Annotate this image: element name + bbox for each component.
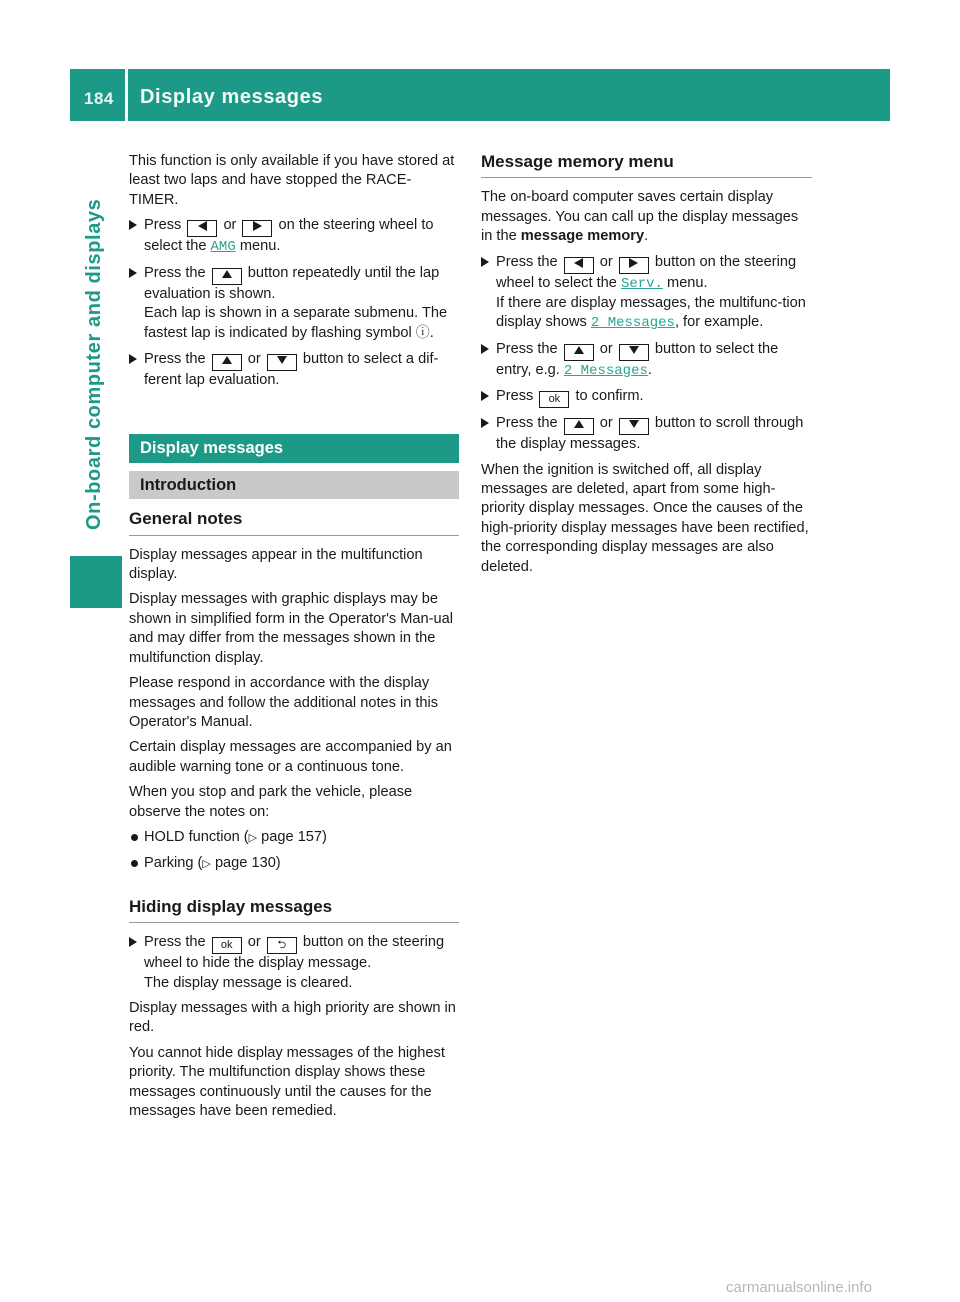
paragraph: Display messages appear in the multifunction display. bbox=[129, 546, 423, 583]
general-notes-heading: General notes bbox=[129, 509, 459, 535]
page-number: 184 bbox=[84, 89, 114, 108]
paragraph: Display messages with graphic displays may be shown in simplified form in the Operator's Man-ual and may differ from the messages shown in the multifunction display. bbox=[129, 591, 453, 666]
down-button-icon bbox=[619, 344, 649, 361]
message-memory-heading: Message memory menu bbox=[481, 152, 812, 178]
list-item: HOLD function (▷ page 157) bbox=[129, 828, 459, 848]
right-column bbox=[481, 152, 812, 583]
page-title: Display messages bbox=[140, 86, 324, 108]
instruction-step: Press the ok or ⮌ button on the steering wheel to hide the display message. The display message is cleared. bbox=[129, 933, 459, 993]
page-reference-link[interactable]: page 130) bbox=[214, 855, 281, 872]
page-reference-icon: ▷ bbox=[248, 831, 258, 844]
left-column bbox=[129, 152, 459, 1127]
chapter-label: On-board computer and displays bbox=[83, 198, 105, 530]
bold-term: message memory bbox=[520, 228, 645, 245]
instruction-step: Press the or button to scroll through the display messages. bbox=[481, 414, 812, 454]
left-button-icon bbox=[187, 220, 217, 237]
instruction-step: Press ok to confirm. bbox=[481, 387, 812, 408]
paragraph: Display messages with a high priority are shown in red. bbox=[129, 999, 456, 1036]
right-button-icon bbox=[242, 220, 272, 237]
paragraph: Certain display messages are accompanied by an audible warning tone or a continuous tone. bbox=[129, 739, 452, 775]
paragraph: Please respond in accordance with the display messages and follow the additional notes in this Operator's Manual. bbox=[129, 675, 439, 730]
section-marker bbox=[70, 556, 122, 608]
bullet-icon bbox=[131, 834, 138, 841]
subsection-banner: Introduction bbox=[129, 471, 459, 499]
instruction-step: Press or on the steering wheel to select the AMG menu. bbox=[129, 216, 459, 257]
step-arrow-icon bbox=[129, 937, 137, 947]
step-arrow-icon bbox=[129, 268, 137, 278]
intro-text: This function is only available if you have stored at least two laps and have stopped the RACE-TIMER. bbox=[129, 153, 455, 208]
step-arrow-icon bbox=[481, 257, 489, 267]
ok-button-icon: ok bbox=[539, 391, 569, 408]
bullet-icon bbox=[131, 860, 138, 867]
back-button-icon: ⮌ bbox=[267, 937, 297, 954]
step-arrow-icon bbox=[481, 391, 489, 401]
down-button-icon bbox=[267, 354, 297, 371]
step-arrow-icon bbox=[481, 344, 489, 354]
down-button-icon bbox=[619, 418, 649, 435]
instruction-step: Press the button repeatedly until the lap evaluation is shown. Each lap is shown in a separate submenu. The fastest lap is indicated by flashing symbol ⓘ. bbox=[129, 264, 459, 344]
up-button-icon bbox=[212, 268, 242, 285]
paragraph: When you stop and park the vehicle, please observe the notes on: bbox=[129, 784, 413, 820]
instruction-step: Press the or button to select the entry, e.g. 2 Messages. bbox=[481, 340, 812, 381]
instruction-step: Press the or button to select a dif-ferent lap evaluation. bbox=[129, 350, 459, 390]
step-arrow-icon bbox=[481, 418, 489, 428]
display-text: AMG bbox=[210, 239, 236, 256]
display-text: 2 Messages bbox=[563, 362, 648, 379]
display-text: 2 Messages bbox=[590, 315, 675, 332]
display-text: Serv. bbox=[620, 275, 663, 292]
paragraph: The on-board computer saves certain display messages. You can call up the display messages in the message memory. bbox=[481, 189, 799, 245]
up-button-icon bbox=[564, 418, 594, 435]
header-divider bbox=[125, 69, 128, 121]
ok-button-icon: ok bbox=[212, 937, 242, 954]
hiding-heading: Hiding display messages bbox=[129, 897, 459, 923]
step-arrow-icon bbox=[129, 220, 137, 230]
instruction-step: Press the or button on the steering wheel to select the Serv. menu. If there are display messages, the multifunc-tion display shows 2 Messages, for example. bbox=[481, 253, 812, 334]
section-banner: Display messages bbox=[129, 434, 459, 463]
right-button-icon bbox=[619, 257, 649, 274]
step-arrow-icon bbox=[129, 354, 137, 364]
paragraph: When the ignition is switched off, all display messages are deleted, apart from some high-priority display messages. Once the causes of the high-priority display messages have been rectified, the corresponding display messages are also deleted. bbox=[481, 461, 809, 575]
paragraph: You cannot hide display messages of the highest priority. The multifunction display shows these messages continuously until the causes for the messages have been remedied. bbox=[129, 1044, 445, 1119]
watermark: carmanualsonline.info bbox=[726, 1279, 872, 1296]
page-reference-link[interactable]: page 157) bbox=[261, 828, 327, 845]
page-reference-icon: ▷ bbox=[202, 858, 211, 871]
up-button-icon bbox=[564, 344, 594, 361]
left-button-icon bbox=[564, 257, 594, 274]
up-button-icon bbox=[212, 354, 242, 371]
list-item: Parking (▷ page 130) bbox=[129, 854, 459, 874]
flag-symbol-icon: ⓘ bbox=[415, 324, 430, 341]
